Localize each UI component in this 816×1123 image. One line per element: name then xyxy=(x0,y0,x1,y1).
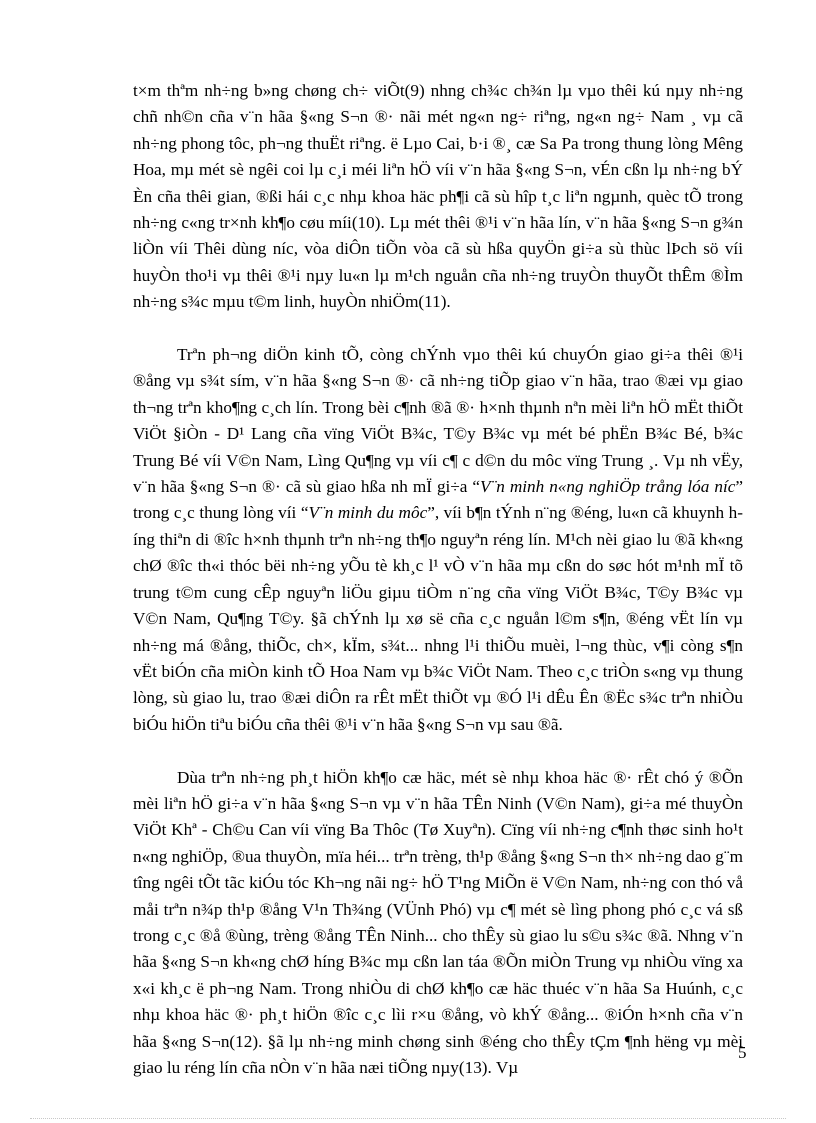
body-text xyxy=(133,78,743,1081)
paragraph: Dùa trªn nh÷ng ph¸t hiÖn kh¶o cæ häc, mét sè nhµ khoa häc ®· rÊt chó ý ®Õn mèi liªn hÖ gi÷a v¨n hãa §«ng S¬n vµ v¨n hãa TÊn Ninh (V©n Nam), gi÷a mé thuyÒn ViÖt Khª - Ch©u Can víi vïng Ba Thôc (Tø Xuyªn). Cïng víi nh÷ng c¶nh thøc sinh ho¹t n«ng nghiÖp, ®ua thuyÒn, mïa héi... trªn trèng, th¹p ®ång §«ng S¬n th× nh÷ng dao g¨m tîng ngêi tÕt tãc kiÓu tóc Kh¬ng nãi ng÷ hÖ T¹ng MiÕn ë V©n Nam, nh÷ng con thó vå måi trªn n¾p th¹p ®ång V¹n Th¾ng (VÜnh Phó) vµ c¶ mét sè lìng phong phó c¸c vá sß trong c¸c ®å ®ùng, trèng ®ång TÊn Ninh... cho thÊy sù giao lu s©u s¾c ®ã. Nhng v¨n hãa §«ng S¬n kh«ng chØ híng B¾c mµ cßn lan táa ®Õn miÒn Trung vµ nhiÒu vïng xa x«i kh¸c ë ph¬ng Nam. Trong nhiÒu di chØ kh¶o cæ häc thuéc v¨n hãa Sa Huúnh, c¸c nhµ khoa häc ®· ph¸t hiÖn ®îc c¸c lìi r×u ®ång, vò khÝ ®ång... ®iÓn h×nh cña v¨n hãa §«ng S¬n(12). §ã lµ nh÷ng minh chøng sinh ®éng cho thÊy tÇm ¶nh hëng vµ mèi giao lu réng lín cña nÒn v¨n hãa næi tiÕng nµy(13). Vµ xyxy=(133,767,743,1077)
footer-divider xyxy=(30,1118,786,1119)
italic-term: V¨n minh du môc xyxy=(308,503,428,523)
page-number: 5 xyxy=(738,1043,747,1062)
paragraph: t×m thªm nh÷ng b»ng chøng ch÷ viÕt(9) nhng ch¾c ch¾n lµ vµo thêi kú nµy nh÷ng chñ nh©n cña v¨n hãa §«ng S¬n ®· nãi mét ng«n ng÷ riªng, ng«n ng÷ Nam ¸ vµ cã nh÷ng phong tôc, ph¬ng thuËt riªng. ë Lµo Cai, b·i ®¸ cæ Sa Pa trong thung lòng Mêng Hoa, mµ mét sè ngêi coi lµ c¸i méi liªn hÖ víi v¨n hãa §«ng S¬n, vÉn cßn lµ nh÷ng bÝ Èn cña thêi gian, ®ßi hái c¸c nhµ khoa häc ph¶i cã sù hîp t¸c liªn ngµnh, quèc tÕ trong nh÷ng c«ng tr×nh kh¶o cøu míi(10). Lµ mét thêi ®¹i v¨n hãa lín, v¨n hãa §«ng S¬n g¾n liÒn víi Thêi dùng níc, vòa diÔn tiÕn vòa cã sù hßa quyÖn gi÷a sù thùc lÞch sö víi huyÒn tho¹i vµ thêi ®¹i nµy lu«n lµ m¹ch nguån cña nh÷ng truyÒn thuyÕt thÊm ®Ìm nh÷ng s¾c mµu t©m linh, huyÒn nhiÖm(11). xyxy=(133,81,743,312)
paragraph xyxy=(133,342,743,738)
paragraph-text: ”, víi b¶n tÝnh n¨ng ®éng, lu«n cã khuynh híng thiªn di ®îc h×nh thµnh trªn nh÷ng th¶o nguyªn réng lín. M¹ch nèi giao lu ®ã kh«ng chØ ®îc th«i thóc bëi nh÷ng yÕu tè kh¸c l¹ vÒ v¨n hãa mµ cßn do søc hót m¹nh mÏ tõ trung t©m cung cÊp nguyªn liÖu giµu tiÒm n¨ng cña vïng ViÖt B¾c, T©y B¾c vµ V©n Nam, Qu¶ng T©y. §ã chÝnh lµ xø së cña c¸c nguån l©m s¶n, ®éng vËt lín vµ nh÷ng má ®ång, thiÕc, ch×, kÏm, s¾t... nhng l¹i thiÕu muèi, l¬ng thùc, v¶i còng s¶n vËt biÓn cña miÒn kinh tÕ Hoa Nam vµ b¾c ViÖt Nam. Theo c¸c triÒn s«ng vµ thung lòng, sù giao lu, trao ®æi diÔn ra rÊt mËt thiÕt vµ ®Ó l¹i dÊu Ên ®Ëc s¾c trªn nhiÒu biÓu hiÖn tiªu biÓu cña thêi ®¹i v¨n hãa §«ng S¬n vµ sau ®ã. xyxy=(133,503,743,734)
paragraph-text: Trªn ph¬ng diÖn kinh tÕ, còng chÝnh vµo thêi kú chuyÓn giao gi÷a thêi ®¹i ®ång vµ s¾t sím, v¨n hãa §«ng S¬n ®· cã nh÷ng tiÕp giao v¨n hãa, trao ®æi vµ giao th¬ng trªn kho¶ng c¸ch lín. Trong bèi c¶nh ®ã ®· h×nh thµnh nªn mèi liªn hÖ mËt thiÕt ViÖt §iÒn - D¹ Lang cña vïng ViÖt B¾c, T©y B¾c vµ mét bé phËn B¾c Bé, b¾c Trung Bé víi V©n Nam, Lìng Qu¶ng vµ víi c¶ c d©n du môc vïng Trung ¸. Vµ nh vËy, v¨n hãa §«ng S¬n ®· cã sù giao hßa nh mÏ gi÷a “ xyxy=(133,345,743,497)
italic-term: V¨n minh n«ng nghiÖp trång lóa níc xyxy=(480,477,736,497)
paragraph-text: ” trong c¸c thung lòng víi “ xyxy=(133,477,743,523)
